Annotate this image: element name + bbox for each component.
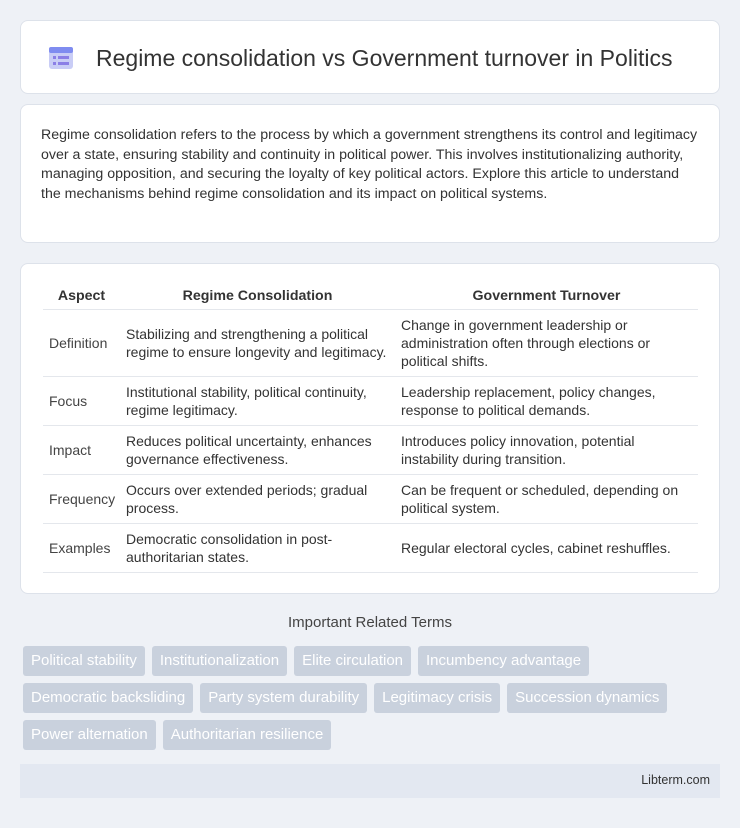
term-tag[interactable]: Legitimacy crisis [374,683,500,713]
term-tag[interactable]: Incumbency advantage [418,646,589,676]
footer [20,764,720,798]
term-tag[interactable]: Power alternation [23,720,156,750]
comparison-table-card [20,263,720,594]
row-government-turnover: Regular electoral cycles, cabinet reshuffles. [395,523,698,572]
row-government-turnover: Can be frequent or scheduled, depending on political system. [395,474,698,523]
header-government-turnover: Government Turnover [472,287,621,304]
term-tag[interactable]: Political stability [23,646,145,676]
row-aspect: Definition [43,309,120,376]
row-regime-consolidation: Stabilizing and strengthening a political regime to ensure longevity and legitimacy. [120,309,395,376]
table-row [43,376,698,425]
row-aspect: Frequency [43,474,120,523]
row-regime-consolidation: Institutional stability, political continuity, regime legitimacy. [120,376,395,425]
table-row [43,425,698,474]
tag-row [23,683,723,713]
row-government-turnover: Leadership replacement, policy changes, response to political demands. [395,376,698,425]
term-tag[interactable]: Succession dynamics [507,683,667,713]
term-tag[interactable]: Democratic backsliding [23,683,193,713]
row-government-turnover: Change in government leadership or administration often through elections or political shifts. [395,309,698,376]
term-tag[interactable]: Party system durability [200,683,367,713]
comparison-table [43,287,698,573]
row-regime-consolidation: Occurs over extended periods; gradual process. [120,474,395,523]
intro-text: Regime consolidation refers to the process by which a government strengthens its control and legitimacy over a state, ensuring stability and continuity in political power. This involves institutionalizing authority, managing opposition, and securing the loyalty of key political actors. Explore this article to understand the mechanisms behind regime consolidation and its impact on political systems. [41,127,698,202]
row-aspect: Impact [43,425,120,474]
term-tag[interactable]: Elite circulation [294,646,411,676]
page-title: Regime consolidation vs Government turnover in Politics [96,45,673,71]
header-aspect: Aspect [57,287,106,304]
row-aspect: Focus [43,376,120,425]
table-row [43,474,698,523]
tag-row [23,646,723,676]
document-list-icon [48,46,74,70]
footer-site-link[interactable]: Libterm.com [641,773,710,787]
header-card [20,20,720,94]
table-row [43,523,698,572]
table-row [43,309,698,376]
tag-row [23,720,723,750]
row-aspect: Examples [43,523,120,572]
header-regime-consolidation: Regime Consolidation [182,287,333,304]
related-terms-list [23,646,723,757]
row-regime-consolidation: Democratic consolidation in post-authoritarian states. [120,523,395,572]
term-tag[interactable]: Institutionalization [152,646,287,676]
row-regime-consolidation: Reduces political uncertainty, enhances governance effectiveness. [120,425,395,474]
intro-card [20,104,720,243]
table-header-row [43,287,698,309]
related-terms-title: Important Related Terms [288,614,452,631]
row-government-turnover: Introduces policy innovation, potential instability during transition. [395,425,698,474]
term-tag[interactable]: Authoritarian resilience [163,720,332,750]
